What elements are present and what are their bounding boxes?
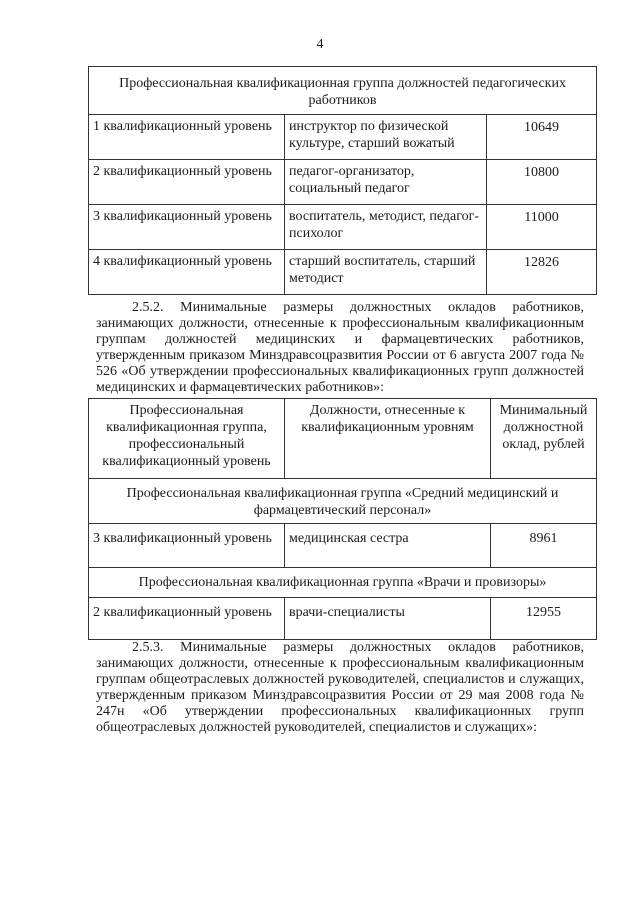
table-row	[89, 524, 597, 568]
positions-cell: педагог-организатор, социальный педагог	[285, 160, 487, 205]
column-header-salary: Минимальный должностной оклад, рублей	[491, 399, 597, 479]
paragraph-2-5-2: 2.5.2. Минимальные размеры должностных окладов работников, занимающих должности, отнесенные к профессиональным квалификационным группам должностей медицинских и фармацевтических работников, утвержденным приказом Минздравсоцразвития России от 6 августа 2007 года № 526 «Об утверждении профессиональных квалификационных групп должностей медицинских и фармацевтических работников»:	[96, 300, 584, 395]
table-row	[89, 205, 597, 250]
positions-cell: врачи-специалисты	[285, 598, 491, 640]
level-cell: 2 квалификационный уровень	[89, 160, 285, 205]
level-cell: 4 квалификационный уровень	[89, 250, 285, 295]
level-cell: 3 квалификационный уровень	[89, 205, 285, 250]
positions-cell: старший воспитатель, старший методист	[285, 250, 487, 295]
table-row	[89, 160, 597, 205]
column-header-positions: Должности, отнесенные к квалификационным уровням	[285, 399, 491, 479]
level-cell: 3 квалификационный уровень	[89, 524, 285, 568]
positions-cell: воспитатель, методист, педагог-психолог	[285, 205, 487, 250]
salary-cell: 12955	[491, 598, 597, 640]
level-cell: 2 квалификационный уровень	[89, 598, 285, 640]
table-row	[89, 250, 597, 295]
pedagogical-salary-table	[88, 66, 597, 295]
table-row	[89, 115, 597, 160]
group-title: Профессиональная квалификационная группа «Врачи и провизоры»	[89, 568, 597, 598]
salary-cell: 8961	[491, 524, 597, 568]
salary-cell: 11000	[487, 205, 597, 250]
positions-cell: инструктор по физической культуре, старший вожатый	[285, 115, 487, 160]
page-number: 4	[316, 37, 324, 52]
group-title: Профессиональная квалификационная группа «Средний медицинский и фармацевтический персонал»	[89, 479, 597, 524]
paragraph-2-5-3: 2.5.3. Минимальные размеры должностных окладов работников, занимающих должности, отнесенные к профессиональным квалификационным группам общеотраслевых должностей руководителей, специалистов и служащих, утвержденным приказом Минздравсоцразвития России от 29 мая 2008 года № 247н «Об утверждении профессиональных квалификационных групп общеотраслевых должностей руководителей, специалистов и служащих»:	[96, 640, 584, 735]
level-cell: 1 квалификационный уровень	[89, 115, 285, 160]
salary-cell: 10800	[487, 160, 597, 205]
table-header-row	[89, 399, 597, 479]
column-header-group: Профессиональная квалификационная группа, профессиональный квалификационный уровень	[89, 399, 285, 479]
group-title-row	[89, 568, 597, 598]
table-header-row	[89, 67, 597, 115]
salary-cell: 10649	[487, 115, 597, 160]
group-title: Профессиональная квалификационная группа должностей педагогических работников	[89, 67, 597, 115]
salary-cell: 12826	[487, 250, 597, 295]
positions-cell: медицинская сестра	[285, 524, 491, 568]
medical-salary-table	[88, 398, 597, 640]
table-row	[89, 598, 597, 640]
group-title-row	[89, 479, 597, 524]
